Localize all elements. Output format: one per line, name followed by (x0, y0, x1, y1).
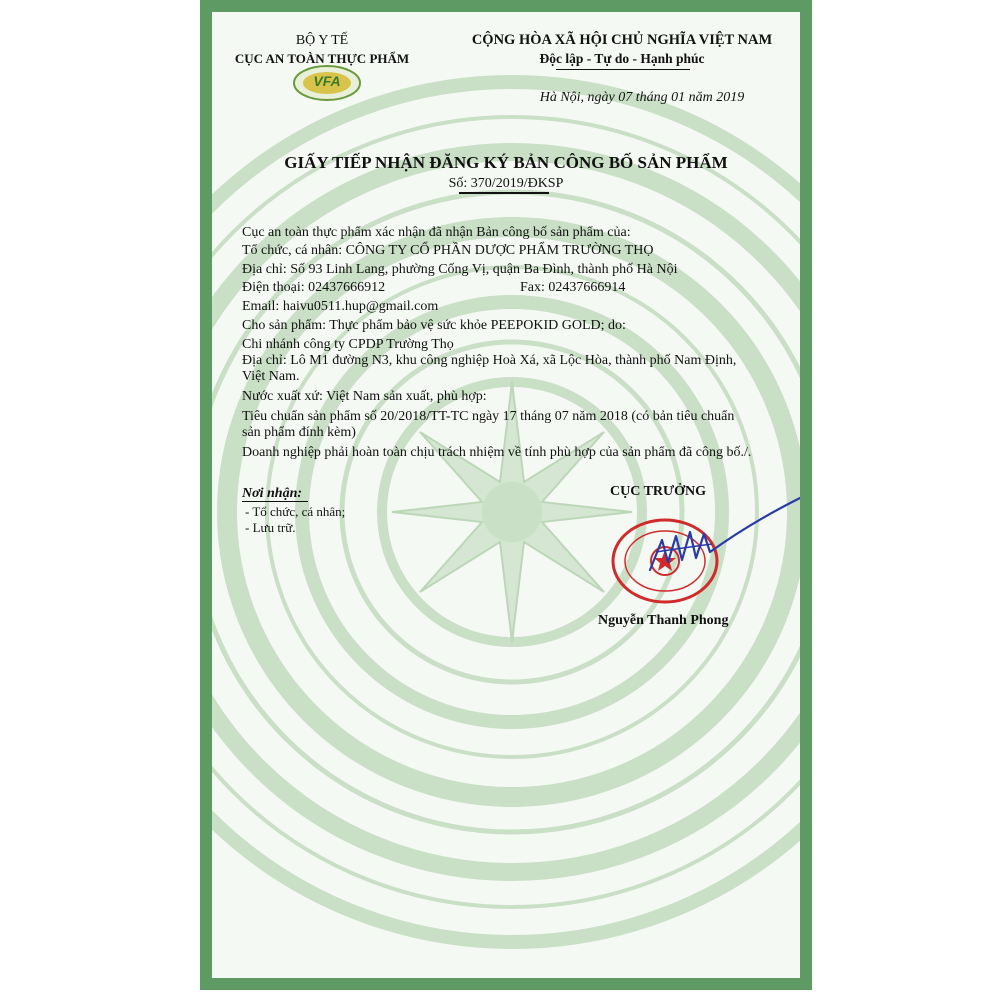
signer-name: Nguyễn Thanh Phong (598, 613, 729, 628)
standard-line-2: sản phẩm đính kèm) (242, 425, 356, 440)
recipient-item: - Tổ chức, cá nhân; (245, 504, 346, 519)
fax: Fax: 02437666914 (520, 280, 626, 295)
document-number: Số: 370/2019/ĐKSP (448, 176, 564, 191)
intro-text: Cục an toàn thực phẩm xác nhận đã nhận Bản công bố sản phẩm của: (242, 225, 631, 240)
product-line: Cho sản phẩm: Thực phẩm bảo vệ sức khỏe PEEPOKID GOLD; do: (242, 318, 626, 333)
country-name: CỘNG HÒA XÃ HỘI CHỦ NGHĨA VIỆT NAM (471, 32, 773, 48)
responsibility-statement: Doanh nghiệp phải hoàn toàn chịu trách nhiệm về tính phù hợp của sản phẩm đã công bố./. (242, 445, 752, 460)
ministry-name: BỘ Y TẾ (295, 33, 349, 48)
signer-role: CỤC TRƯỞNG (610, 484, 707, 499)
certificate-paper (212, 12, 800, 978)
certificate-frame (200, 0, 812, 990)
branch-address-line-2: Việt Nam. (242, 369, 300, 384)
title-underline (459, 192, 549, 194)
handwritten-signature (642, 492, 800, 582)
vfa-logo (292, 64, 362, 102)
place-date: Hà Nội, ngày 07 tháng 01 năm 2019 (539, 90, 745, 105)
recipients-heading: Nơi nhận: (242, 486, 303, 501)
motto-underline (556, 69, 690, 70)
organization: Tổ chức, cá nhân: CÔNG TY CỔ PHẦN DƯỢC PHẨM TRƯỜNG THỌ (242, 243, 654, 258)
standard-line-1: Tiêu chuẩn sản phẩm số 20/2018/TT-TC ngày 17 tháng 07 năm 2018 (có bản tiêu chuẩn (242, 409, 735, 424)
branch-name: Chi nhánh công ty CPDP Trường Thọ (242, 337, 454, 352)
recipient-item: - Lưu trữ. (245, 520, 296, 535)
branch-address-line-1: Địa chỉ: Lô M1 đường N3, khu công nghiệp Hoà Xá, xã Lộc Hòa, thành phố Nam Định, (242, 353, 737, 368)
logo-text: VFA (313, 73, 341, 89)
email: Email: haivu0511.hup@gmail.com (242, 299, 439, 314)
department-name: CỤC AN TOÀN THỰC PHẨM (234, 51, 410, 66)
phone: Điện thoại: 02437666912 (242, 280, 386, 295)
recipients-underline (242, 501, 308, 502)
organization-address: Địa chỉ: Số 93 Linh Lang, phường Cống Vị, quận Ba Đình, thành phố Hà Nội (242, 262, 678, 277)
document-title: GIẤY TIẾP NHẬN ĐĂNG KÝ BẢN CÔNG BỐ SẢN PHẨM (284, 153, 728, 172)
origin: Nước xuất xứ: Việt Nam sản xuất, phù hợp: (242, 389, 487, 404)
national-motto: Độc lập - Tự do - Hạnh phúc (539, 51, 705, 66)
